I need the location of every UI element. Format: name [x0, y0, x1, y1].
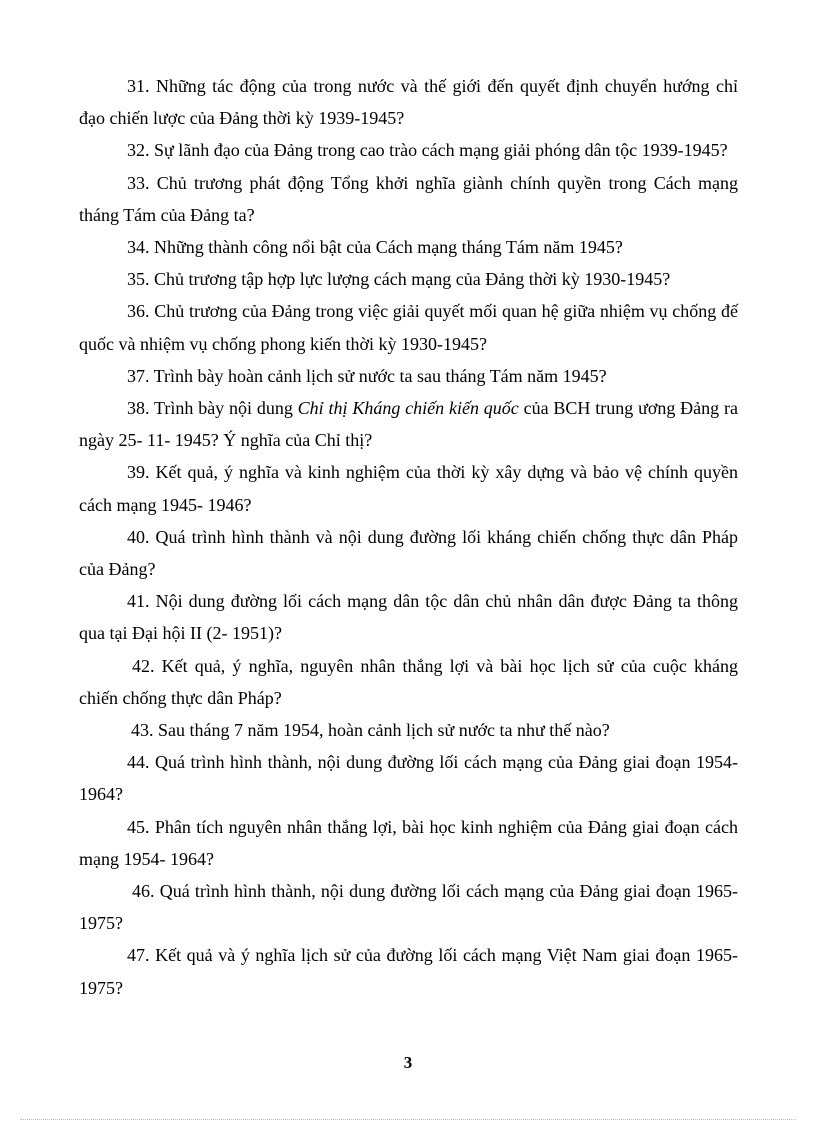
- question-45: 45. Phân tích nguyên nhân thắng lợi, bài học kinh nghiệm của Đảng giai đoạn cách mạng 1954- 1964?: [79, 816, 738, 869]
- question-35: 35. Chủ trương tập hợp lực lượng cách mạng của Đảng thời kỳ 1930-1945?: [127, 269, 671, 290]
- question-36: 36. Chủ trương của Đảng trong việc giải quyết mối quan hệ giữa nhiệm vụ chống đế quốc và nhiệm vụ chống phong kiến thời kỳ 1930-1945?: [79, 301, 738, 354]
- question-32: 32. Sự lãnh đạo của Đảng trong cao trào cách mạng giải phóng dân tộc 1939-1945?: [127, 140, 728, 161]
- question-44: 44. Quá trình hình thành, nội dung đường lối cách mạng của Đảng giai đoạn 1954- 1964?: [79, 752, 738, 805]
- question-38-suffix: của BCH trung ương Đảng ra ngày 25- 11- 1945? Ý nghĩa của Chỉ thị?: [79, 398, 738, 451]
- footer-divider: [20, 1119, 796, 1120]
- question-33: 33. Chủ trương phát động Tổng khởi nghĩa giành chính quyền trong Cách mạng tháng Tám của Đảng ta?: [79, 172, 738, 225]
- question-39: 39. Kết quả, ý nghĩa và kinh nghiệm của thời kỳ xây dựng và bảo vệ chính quyền cách mạng 1945- 1946?: [79, 462, 738, 515]
- question-38-prefix: 38. Trình bày nội dung: [127, 398, 298, 419]
- page-number: 3: [403, 1053, 413, 1072]
- question-37: 37. Trình bày hoàn cảnh lịch sử nước ta sau tháng Tám năm 1945?: [127, 365, 607, 386]
- question-list: [79, 70, 738, 1004]
- question-47: 47. Kết quả và ý nghĩa lịch sử của đường lối cách mạng Việt Nam giai đoạn 1965-1975?: [79, 945, 738, 998]
- question-34: 34. Những thành công nổi bật của Cách mạng tháng Tám năm 1945?: [127, 237, 623, 258]
- question-43: 43. Sau tháng 7 năm 1954, hoàn cảnh lịch sử nước ta như thế nào?: [131, 720, 610, 741]
- question-38: [79, 392, 738, 456]
- question-31: 31. Những tác động của trong nước và thế giới đến quyết định chuyển hướng chỉ đạo chiến lược của Đảng thời kỳ 1939-1945?: [79, 76, 738, 129]
- question-42: 42. Kết quả, ý nghĩa, nguyên nhân thắng lợi và bài học lịch sử của cuộc kháng chiến chống thực dân Pháp?: [79, 655, 738, 708]
- question-40: 40. Quá trình hình thành và nội dung đường lối kháng chiến chống thực dân Pháp của Đảng?: [79, 526, 738, 580]
- question-46: 46. Quá trình hình thành, nội dung đường lối cách mạng của Đảng giai đoạn 1965-1975?: [79, 881, 738, 934]
- question-38-italic-title: Chỉ thị Kháng chiến kiến quốc: [297, 398, 519, 419]
- question-41: 41. Nội dung đường lối cách mạng dân tộc dân chủ nhân dân được Đảng ta thông qua tại Đại hội II (2- 1951)?: [79, 591, 738, 644]
